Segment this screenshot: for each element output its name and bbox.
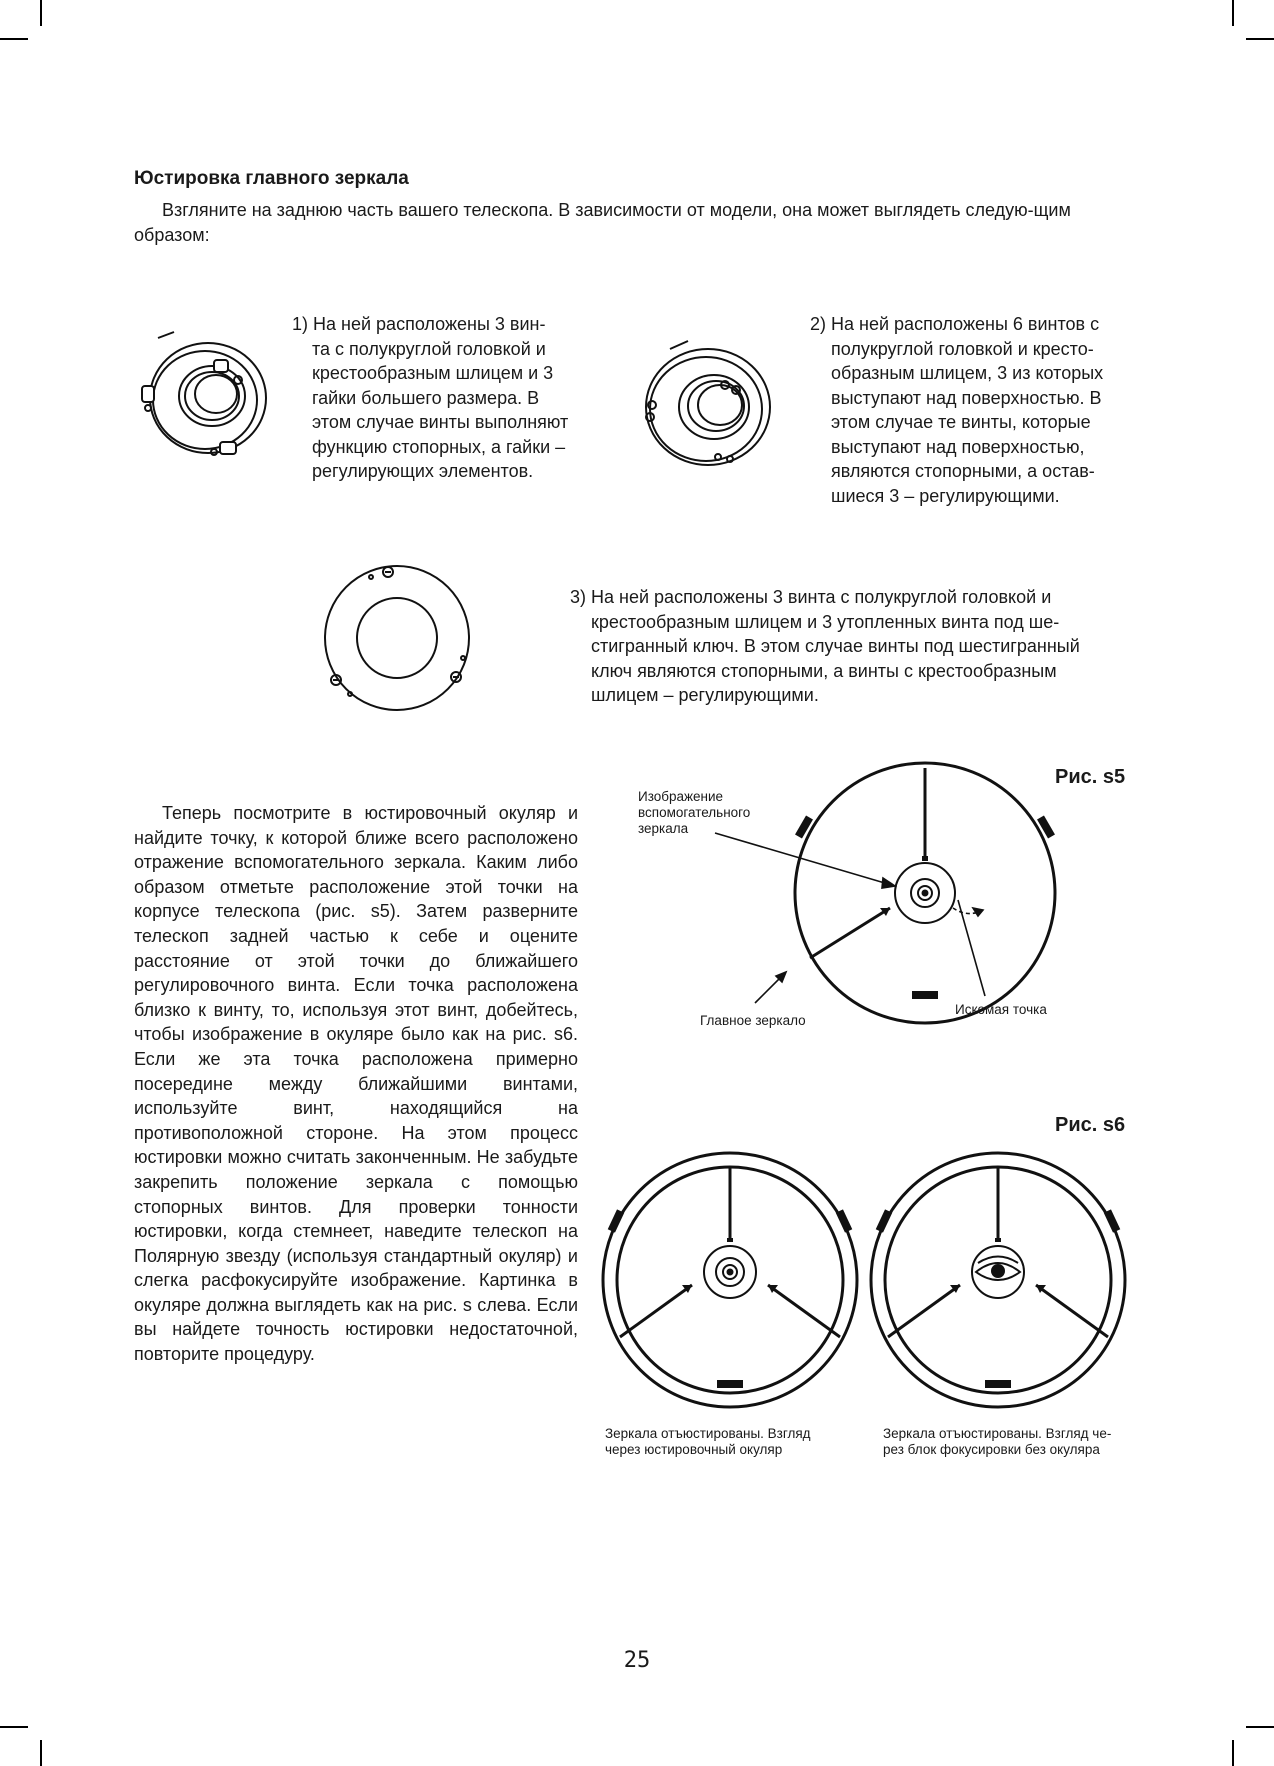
section-title: Юстировка главного зеркала [134, 168, 409, 189]
caption-s6-left [605, 1426, 811, 1458]
item-line: На ней расположены 3 вин- [313, 314, 546, 334]
crop-mark [0, 1726, 28, 1728]
item-number: 2) [810, 314, 827, 334]
item-line: образным шлицем, 3 из которых [831, 363, 1104, 383]
item-line: выступают над поверхностью. В [831, 387, 1102, 408]
caption-line: через юстировочный окуляр [605, 1442, 783, 1457]
callout-primary-mirror: Главное зеркало [700, 1013, 806, 1028]
crop-mark [1232, 1740, 1234, 1766]
callout-line: вспомогательного [638, 805, 751, 820]
item-line: шиеся 3 – регулирующими. [831, 485, 1060, 506]
item-line: гайки большего размера. В [312, 387, 540, 408]
callout-line: зеркала [638, 821, 689, 836]
item-2 [810, 312, 1150, 508]
callout-line: Изображение [638, 789, 724, 804]
callout-secondary-mirror [638, 789, 750, 837]
item-number: 1) [292, 314, 309, 334]
figure-s6-right-diagram [868, 1150, 1128, 1420]
crop-mark [1246, 1726, 1274, 1728]
rear-cell-illustration-2 [630, 335, 780, 475]
page-number: 25 [623, 1648, 651, 1673]
crop-mark [0, 38, 28, 40]
caption-s6-right [883, 1426, 1111, 1458]
item-line: шлицем – регулирующими. [591, 685, 819, 705]
item-number: 3) [570, 587, 587, 607]
item-line: та с полукруглой головкой и [312, 338, 546, 359]
caption-line: рез блок фокусировки без окуляра [883, 1442, 1100, 1457]
item-line: полукруглой головкой и кресто- [831, 338, 1094, 359]
item-line: этом случае винты выполняют [312, 412, 569, 432]
item-line: являются стопорными, а остав- [831, 461, 1095, 481]
caption-line: Зеркала отъюстированы. Взгляд че- [883, 1426, 1112, 1441]
crop-mark [1232, 0, 1234, 26]
item-1 [292, 312, 622, 484]
crop-mark [1246, 38, 1274, 40]
caption-line: Зеркала отъюстированы. Взгляд [605, 1426, 811, 1441]
figure-s6-left-diagram [600, 1150, 860, 1420]
item-line: На ней расположены 3 винта с полукруглой головкой и [591, 587, 1052, 607]
item-line: этом случае те винты, которые [831, 412, 1091, 432]
item-line: стигранный ключ. В этом случае винты под шестигранный [591, 636, 1080, 656]
rear-cell-illustration-1 [128, 320, 278, 470]
intro-text: Взгляните на заднюю часть вашего телескопа. В зависимости от модели, она может выглядеть следую-щим образом: [134, 200, 1071, 245]
item-line: регулирующих элементов. [312, 461, 534, 481]
item-line: крестообразным шлицем и 3 [312, 363, 554, 383]
intro-paragraph [134, 198, 1134, 248]
item-line: крестообразным шлицем и 3 утопленных винта под ше- [591, 611, 1060, 632]
item-3 [570, 585, 1150, 708]
figure-label-s5: Рис. s5 [1055, 766, 1126, 788]
crop-mark [40, 1740, 42, 1766]
body-paragraph: Теперь посмотрите в юстировочный окуляр и найдите точку, к которой ближе всего расположено отражение вспомогательного зеркала. Каким либо образом отметьте расположение этой точки на корпусе телескопа (рис. s5). Затем разверните телескоп задней частью к себе и оцените расстояние от этой точки до ближайшего регулировочного винта. Если точка расположена близко к винту, то, используя этот винт, добейтесь, чтобы изображение в окуляре было как на рис. s6. Если же эта точка расположена примерно посередине между ближайшими винтами, используйте винт, находящийся на противоположной стороне. На этом процесс юстировки можно считать законченным. Не забудьте закрепить положение зеркала с помощью стопорных винтов. Для проверки тонности юстировки, когда стемнеет, наведите телескоп на Полярную звезду (используя стандартный окуляр) и слегка расфокусируйте изображение. Картинка в окуляре должна выглядеть как на рис. s слева. Если вы найдете точность юстировки недостаточной, повторите процедуру. [134, 803, 578, 1365]
figure-label-s6: Рис. s6 [1055, 1114, 1126, 1136]
rear-cell-illustration-3 [312, 562, 482, 712]
figure-s5-diagram [770, 758, 1015, 1008]
callout-target-point: Искомая точка [955, 1002, 1047, 1017]
crop-mark [40, 0, 42, 26]
item-line: На ней расположены 6 винтов с [831, 314, 1100, 334]
item-line: функцию стопорных, а гайки – [312, 436, 566, 457]
eye-icon [976, 1257, 1020, 1281]
item-line: выступают над поверхностью, [831, 436, 1085, 457]
item-line: ключ являются стопорными, а винты с крестообразным [591, 660, 1057, 681]
